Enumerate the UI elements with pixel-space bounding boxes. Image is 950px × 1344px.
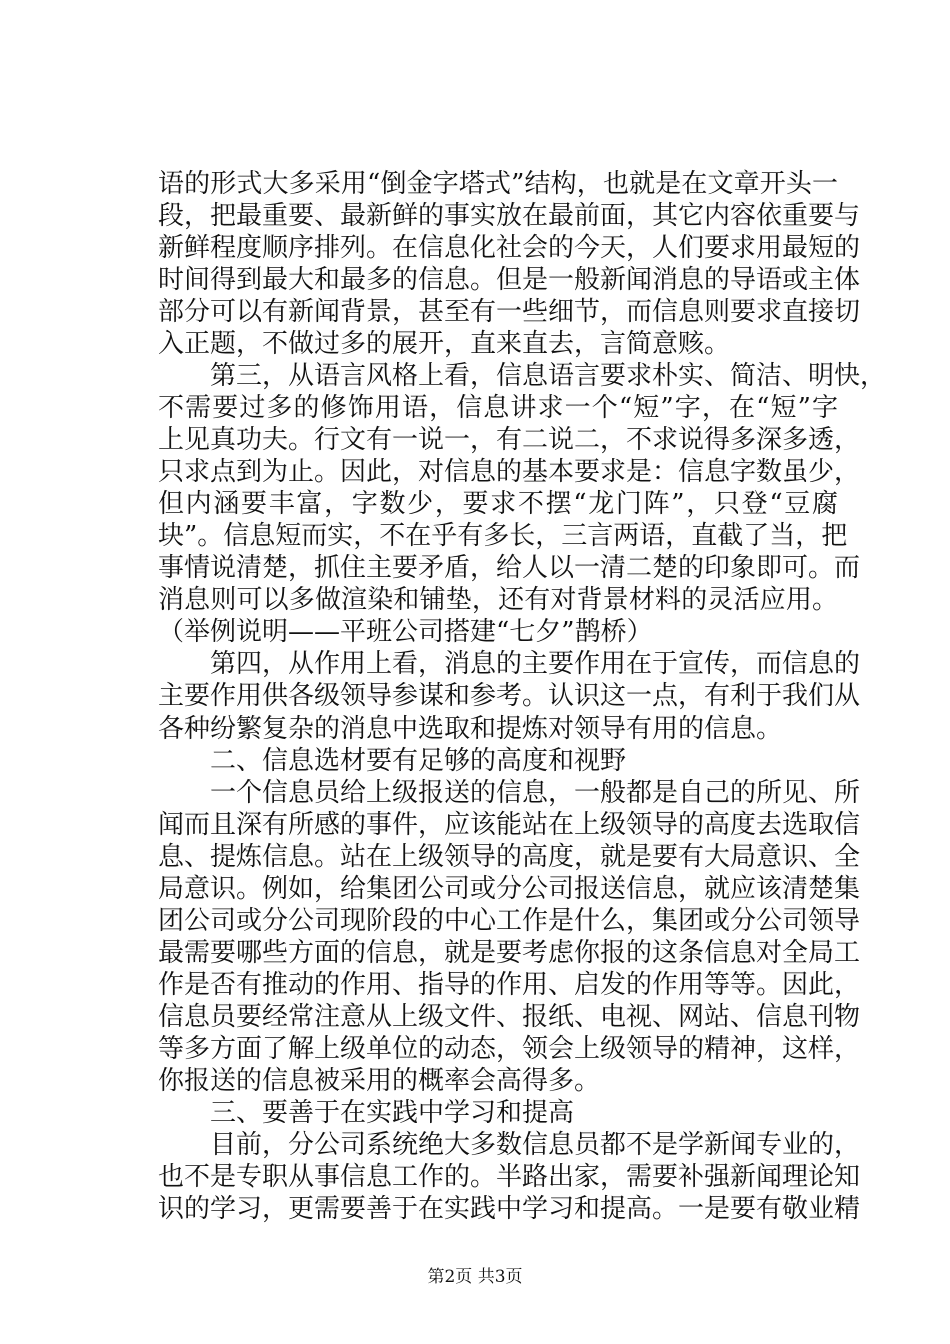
body-text-line: 息、提炼信息。站在上级领导的高度，就是要有大局意识、全 — [158, 842, 861, 872]
body-text-line: （举例说明——平班公司搭建“七夕”鹊桥） — [158, 617, 653, 647]
body-text-line: 等多方面了解上级单位的动态，领会上级领导的精神，这样， — [158, 1034, 861, 1064]
body-text-line: 入正题，不做过多的展开，直来直去，言简意赅。 — [158, 329, 731, 359]
body-text-line: 信息员要经常注意从上级文件、报纸、电视、网站、信息刊物 — [158, 1002, 861, 1032]
body-text-line: 第三，从语言风格上看，信息语言要求朴实、简洁、明快， — [210, 361, 887, 391]
body-text-line: 你报送的信息被采用的概率会高得多。 — [158, 1066, 601, 1096]
body-text-line: 段，把最重要、最新鲜的事实放在最前面，其它内容依重要与 — [158, 201, 861, 231]
body-text-line: 新鲜程度顺序排列。在信息化社会的今天，人们要求用最短的 — [158, 233, 861, 263]
body-text-line: 部分可以有新闻背景，甚至有一些细节，而信息则要求直接切 — [158, 297, 861, 327]
body-text-line: 也不是专职从事信息工作的。半路出家，需要补强新闻理论知 — [158, 1162, 861, 1192]
body-text-line: 团公司或分公司现阶段的中心工作是什么，集团或分公司领导 — [158, 906, 861, 936]
body-text-line: 块”。信息短而实，不在乎有多长，三言两语，直截了当，把 — [158, 521, 848, 551]
body-text-line: 闻而且深有所感的事件，应该能站在上级领导的高度去选取信 — [158, 810, 861, 840]
body-text-line: 局意识。例如，给集团公司或分公司报送信息，就应该清楚集 — [158, 874, 861, 904]
body-text-line: 只求点到为止。因此，对信息的基本要求是：信息字数虽少， — [158, 457, 861, 487]
section-heading: 二、信息选材要有足够的高度和视野 — [210, 746, 627, 776]
body-text-line: 作是否有推动的作用、指导的作用、启发的作用等等。因此， — [158, 970, 861, 1000]
body-text-line: 但内涵要丰富，字数少，要求不摆“龙门阵”，只登“豆腐 — [158, 489, 838, 519]
body-text-line: 事情说清楚，抓住主要矛盾，给人以一清二楚的印象即可。而 — [158, 553, 861, 583]
page-number-footer: 第2页 共3页 — [427, 1267, 523, 1287]
body-text-line: 时间得到最大和最多的信息。但是一般新闻消息的导语或主体 — [158, 265, 861, 295]
body-text-line: 目前，分公司系统绝大多数信息员都不是学新闻专业的， — [210, 1130, 861, 1160]
body-text-line: 各种纷繁复杂的消息中选取和提炼对领导有用的信息。 — [158, 714, 783, 744]
body-text-line: 最需要哪些方面的信息，就是要考虑你报的这条信息对全局工 — [158, 938, 861, 968]
body-text-line: 识的学习，更需要善于在实践中学习和提高。一是要有敬业精 — [158, 1194, 861, 1224]
body-text-line: 消息则可以多做渲染和铺垫，还有对背景材料的灵活应用。 — [158, 585, 838, 615]
body-text-line: 主要作用供各级领导参谋和参考。认识这一点，有利于我们从 — [158, 681, 861, 711]
body-text-line: 语的形式大多采用“倒金字塔式”结构，也就是在文章开头一 — [158, 169, 838, 199]
body-text-line: 上见真功夫。行文有一说一，有二说二，不求说得多深多透， — [158, 425, 861, 455]
section-heading: 三、要善于在实践中学习和提高 — [210, 1098, 575, 1128]
body-text-line: 不需要过多的修饰用语，信息讲求一个“短”字，在“短”字 — [158, 393, 838, 423]
body-text-line: 一个信息员给上级报送的信息，一般都是自己的所见、所 — [210, 778, 861, 808]
body-text-line: 第四，从作用上看，消息的主要作用在于宣传，而信息的 — [210, 649, 861, 679]
